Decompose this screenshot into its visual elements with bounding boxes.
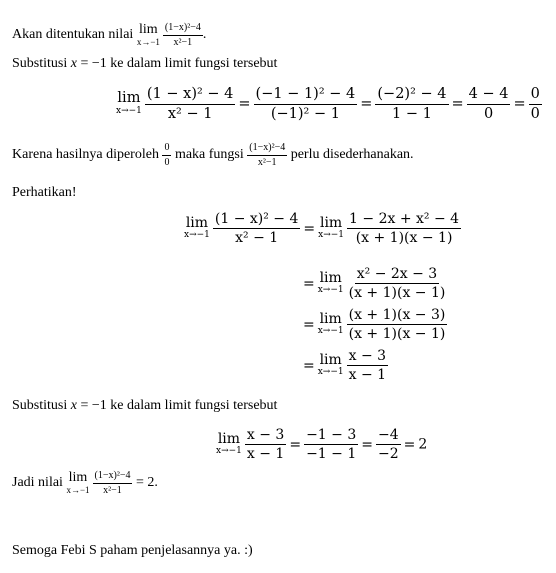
intro-text: Akan ditentukan nilai [12,27,134,43]
small-fraction: $\frac{\text{(1−x)²−4}}{\text{x²−1}}$ [164,22,201,48]
fraction: $\frac{4 - 4}{0}$ [468,86,509,122]
karena-line: Karena hasilnya diperoleh $\frac{0}{0}$ maka fungsi $\frac{\text{(1−x)²−4}}{\text{x²−1}}$ perlu disederhanakan. [12,142,414,168]
lim-operator: lim x→−1 [136,22,160,47]
simplify-step-4: = lim x→−1 $\frac{x - 3}{x - 1}$ [303,348,387,384]
small-fraction: $\frac{\text{(1−x)²−4}}{\text{x²−1}}$ [249,142,286,168]
evaluation-equation-2: lim x→−1 $\frac{x - 3}{x - 1}$ = $\frac{-1 - 3}{-1 - 1}$ = $\frac{-4}{-2}$ = 2 [216,427,428,463]
simplify-step-2: = lim x→−1 $\frac{\text{x² − 2x − 3}}{(x + 1)(x - 1)}$ [303,266,446,302]
substitution-line-1: Substitusi x = −1 ke dalam limit fungsi tersebut [12,56,278,71]
zero-over-zero: $\frac{0}{0}$ [164,142,170,168]
perhatikan-heading: Perhatikan! [12,185,77,200]
closing-text: Semoga Febi S paham penjelasannya ya. :) [12,543,253,558]
conclusion-line: Jadi nilai lim x→−1 $\frac{\text{(1−x)²−4}}{\text{x²−1}}$ = 2. [12,470,158,496]
substitution-line-2: Substitusi x = −1 ke dalam limit fungsi tersebut [12,398,278,413]
simplify-step-1: lim x→−1 $\frac{\text{(1 − x)² − 4}}{\text{x² − 1}}$ = lim x→−1 $\frac{\text{1 − 2x + x² − 4}}{(x + 1)(x - 1)}$ [184,211,460,247]
intro-line: Akan ditentukan nilai lim x→−1 $\frac{\text{(1−x)²−4}}{\text{x²−1}}$ . [12,22,207,48]
evaluation-equation-1: lim x→−1 $\frac{\text{(1 − x)² − 4}}{\text{x² − 1}}$ = $\frac{\text{(−1 − 1)² − 4}}{\text{(−1)² − 1}}$ = $\frac{\text{(−2)² − 4}}{1 - 1}$ = $\frac{4 - 4}{0}$ = $\frac{0}{0}$ [116,86,540,122]
fraction: $\frac{0}{0}$ [530,86,540,122]
fraction: $\frac{\text{(−1 − 1)² − 4}}{\text{(−1)² − 1}}$ [255,86,356,122]
fraction: $\frac{\text{(1 − x)² − 4}}{\text{x² − 1}}$ [146,86,234,122]
fraction: $\frac{\text{(−2)² − 4}}{1 - 1}$ [377,86,447,122]
simplify-step-3: = lim x→−1 $\frac{(x + 1)(x - 3)}{(x + 1)(x - 1)}$ [303,307,446,343]
